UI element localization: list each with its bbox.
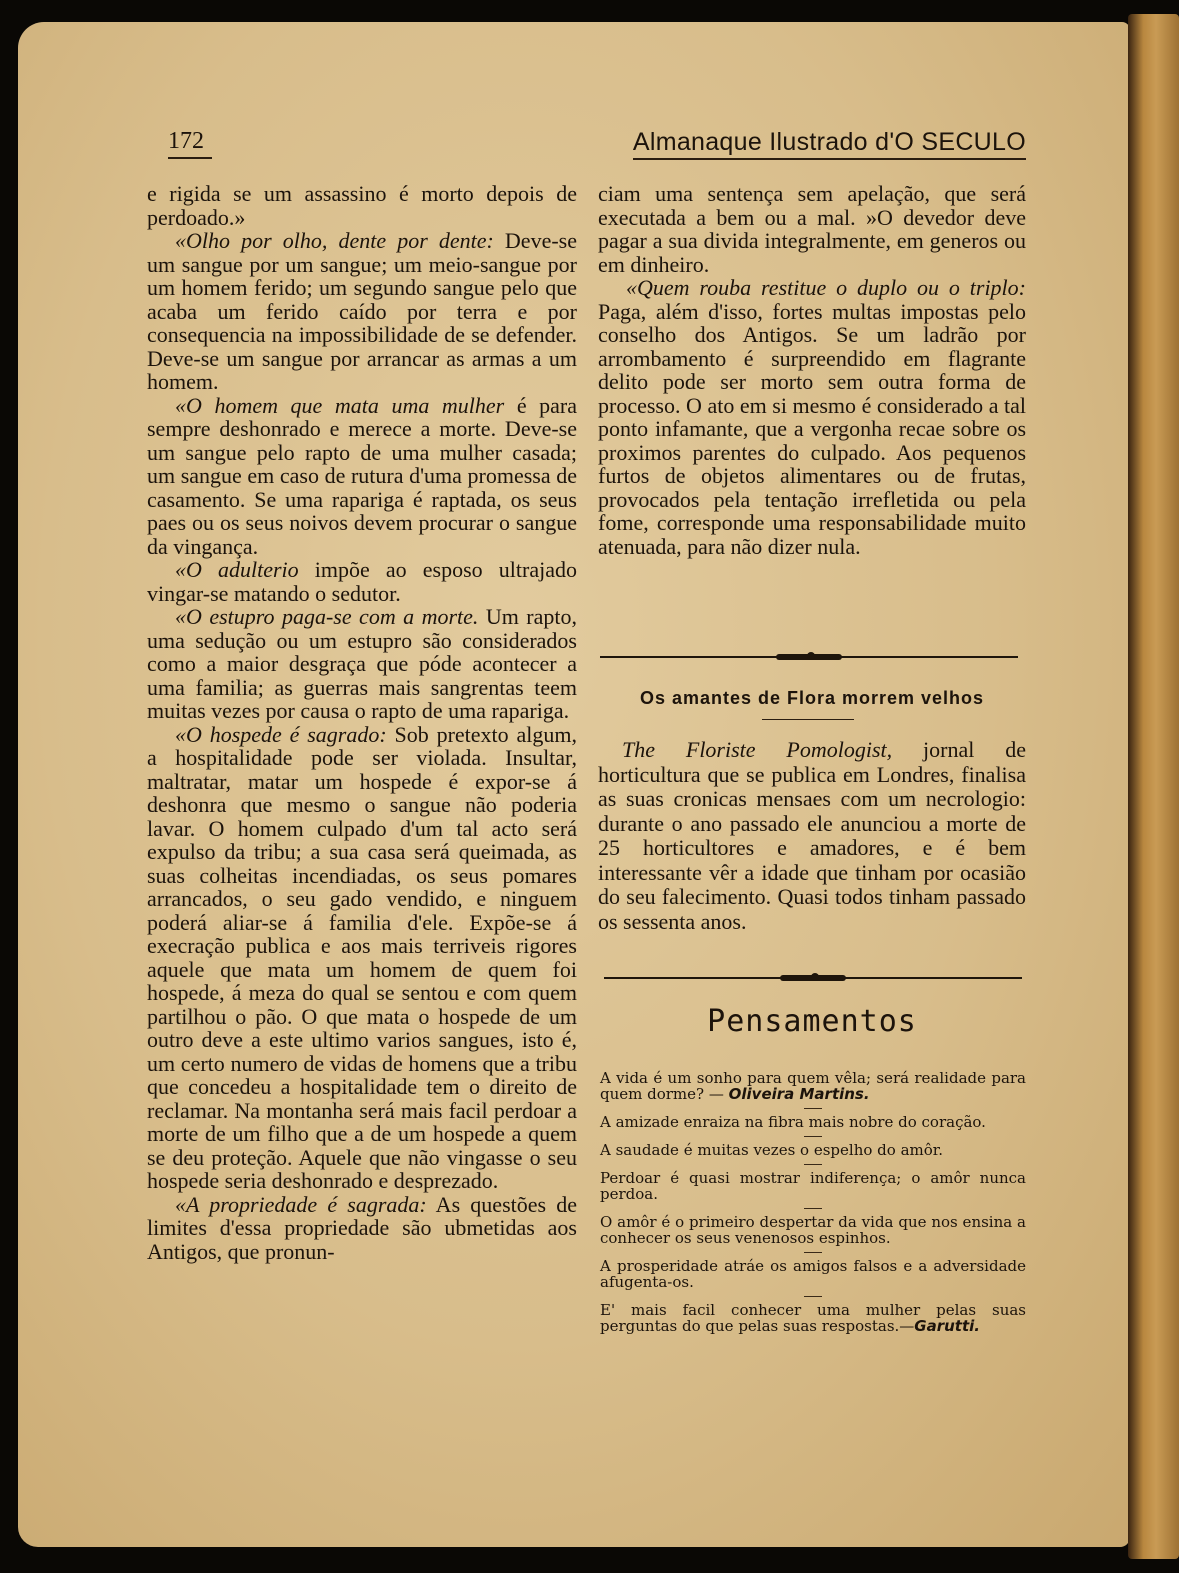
paragraph: The Floriste Pomologist, jornal de horticultura que se publica em Londres, finalisa as suas cronicas mensaes com um necrologio: durante o ano passado ele anunciou a morte de 25 horticultores e amadores, e é bem interessante vêr a idade que tinham por ocasião do seu falecimento. Quasi todos tinham passado os sessenta anos.	[598, 737, 1026, 934]
thought-item: O amôr é o primeiro despertar da vida que nos ensina a conhecer os seus venenosos espinhos.	[600, 1213, 1026, 1247]
paragraph: «Quem rouba restitue o duplo ou o triplo: Paga, além d'isso, fortes multas impostas pelo conselho dos Antigos. Se um ladrão por arrombamento é surpreendido em flagrante delito pode ser morto sem outra forma de processo. O ato em si mesmo é considerado a tal ponto infamante, que a vergonha recae sobre os proximos parentes do culpado. Aos pequenos furtos de objetos alimentares ou de frutas, provocados pela tentação irrefletida ou pela fome, corresponde uma responsabilidade muito atenuada, para não dizer nula.	[598, 275, 1026, 559]
paragraph: «Olho por olho, dente por dente: Deve-se um sangue por um sangue; um meio-sangue por um homem ferido; um segundo sangue pelo que acaba um ferido caído por terra e por consequencia na impossibilidade de se defender. Deve-se um sangue por arrancar as armas a um homem.	[147, 228, 577, 394]
thought-item: A prosperidade atráe os amigos falsos e a adversidade afugenta-os.	[600, 1257, 1026, 1291]
thoughts-title: Pensamentos	[707, 1004, 917, 1039]
title-underline	[762, 719, 854, 720]
separator	[804, 1136, 822, 1137]
thought-item: A amizade enraiza na fibra mais nobre do coração.	[600, 1113, 986, 1131]
page-number: 172	[168, 128, 212, 159]
left-column	[147, 182, 577, 1263]
separator	[804, 1164, 822, 1165]
separator	[804, 1208, 822, 1209]
paragraph: e rigida se um assassino é morto depois de perdoado.»	[147, 181, 577, 230]
paragraph: «O hospede é sagrado: Sob pretexto algum, a hospitalidade pode ser violada. Insultar, maltratar, matar um hospede é expor-se á deshonra que mesmo o sangue não poderia lavar. O homem culpado d'um tal acto será expulso da tribu; a sua casa será queimada, as suas colheitas incendiadas, os seus pomares arrancados, o seu gado vendido, e ninguem poderá aliar-se á familia d'ele. Expõe-se á execração publica e aos mais terriveis rigores aquele que mata um homem de quem foi hospede, á meza do qual se sentou e com quem partilhou o pão. O que mata o hospede de um outro deve a este ultimo varios sangues, isto é, um certo numero de vidas de homens que a tribu que concedeu a hospitalidade tem o direito de reclamar. Na montanha será mais facil perdoar a morte de um filho que a de um hospede a quem se deu proteção. Aquele que não vingasse o seu hospede seria deshonrado e desprezado.	[147, 721, 577, 1193]
running-title: Almanaque Ilustrado d'O SECULO	[633, 128, 1026, 160]
paragraph: «O homem que mata uma mulher é para sempre deshonrado e merece a morte. Deve-se um sangue pelo rapto de uma mulher casada; um sangue em caso de rutura d'uma promessa de casamento. Se uma rapariga é raptada, os seus paes ou os seus noivos devem procurar o sangue da vingança.	[147, 392, 578, 559]
thoughts-list	[600, 1070, 1026, 1334]
ornamental-divider	[604, 974, 1022, 982]
thought-item: Perdoar é quasi mostrar indiferença; o amôr nunca perdoa.	[600, 1169, 1026, 1203]
section-title: Os amantes de Flora morrem velhos	[639, 688, 985, 708]
paragraph: ciam uma sentença sem apelação, que será executada a bem ou a mal. »O devedor deve pagar a sua divida integralmente, em generos ou em dinheiro.	[598, 181, 1026, 277]
paragraph: «A propriedade é sagrada: As questões de limites d'essa propriedade são ubmetidas aos Antigos, que pronun-	[147, 1191, 577, 1264]
thought-item: A vida é um sonho para quem vêla; será realidade para quem dorme? — Oliveira Martins.	[600, 1069, 1026, 1103]
thought-item: E' mais facil conhecer uma mulher pelas suas perguntas do que pelas suas respostas.—Garutti.	[600, 1301, 1026, 1335]
separator	[804, 1108, 822, 1109]
paragraph: «O estupro paga-se com a morte. Um rapto, uma sedução ou um estupro são considerados como a maior desgraça que póde acontecer a uma familia; as guerras mais sangrentas teem muitas vezes por causa o rapto de uma rapariga.	[147, 604, 578, 723]
thought-item: A saudade é muitas vezes o espelho do amôr.	[600, 1141, 944, 1159]
paragraph: «O adulterio impõe ao esposo ultrajado vingar-se matando o sedutor.	[147, 557, 577, 606]
separator	[804, 1296, 822, 1297]
right-column	[598, 182, 1026, 558]
page-header	[148, 128, 1026, 164]
book-spine	[1128, 14, 1179, 1559]
ornamental-divider	[600, 653, 1018, 661]
separator	[804, 1252, 822, 1253]
flora-article	[598, 738, 1026, 934]
